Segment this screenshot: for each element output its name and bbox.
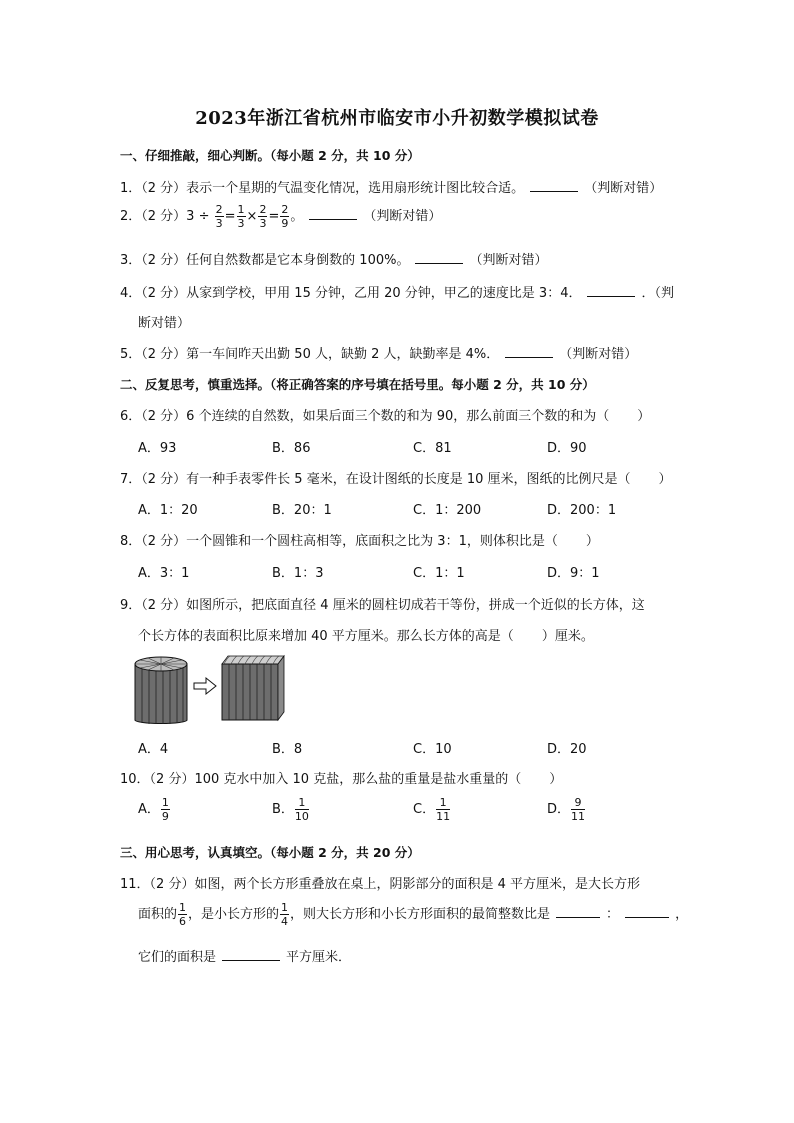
question-3	[120, 249, 548, 268]
section-1-heading: 一、仔细推敲，细心判断。（每小题 2 分，共 10 分）	[120, 148, 420, 163]
option-b[interactable]: B．1：3	[272, 566, 324, 581]
option-label: B．	[272, 802, 294, 817]
cylinder-icon	[135, 657, 187, 724]
question-11-line-3	[138, 946, 351, 965]
question-9-text: 9．（2 分）如图所示，把底面直径 4 厘米的圆柱切成若干等份，拼成一个近似的长方体，这	[120, 598, 645, 613]
cylinder-to-cuboid-figure	[132, 652, 302, 724]
question-4-continuation: 断对错）	[138, 316, 191, 331]
fraction	[237, 204, 246, 229]
question-2	[120, 204, 441, 229]
answer-blank[interactable]	[530, 179, 578, 192]
question-11-text: ，则大长方形和小长方形面积的最简整数比是	[290, 907, 551, 922]
question-11-text: ，是小长方形的	[188, 907, 280, 922]
question-10	[120, 768, 562, 787]
question-2-text: 2．（2 分）3 ÷	[120, 209, 210, 224]
option-d[interactable]: D．200：1	[547, 503, 617, 518]
option-c[interactable]: C．10	[413, 742, 452, 757]
fraction	[161, 797, 170, 822]
page-title: 2023年浙江省杭州市临安市小升初数学模拟试卷	[195, 108, 599, 129]
question-9-continuation	[138, 625, 594, 644]
fraction	[280, 902, 289, 927]
question-4-tail: ．（判	[641, 286, 674, 301]
option-d[interactable]: D．20	[547, 742, 587, 757]
option-d[interactable]: D．9：1	[547, 566, 600, 581]
option-a[interactable]: A．4	[138, 742, 169, 757]
question-11-line-2	[138, 902, 688, 927]
arrow-right-icon	[194, 678, 216, 694]
option-label: A．	[138, 802, 160, 817]
answer-blank[interactable]	[505, 345, 553, 358]
numerator: 9	[571, 797, 585, 810]
section-2-heading: 二、反复思考，慎重选择。（将正确答案的序号填在括号里。每小题 2 分，共 10 分）	[120, 377, 595, 392]
option-label: D．	[547, 802, 571, 817]
question-1	[120, 177, 662, 196]
question-6	[120, 405, 650, 424]
section-3-heading: 三、用心思考，认真填空。（每小题 2 分，共 20 分）	[120, 845, 420, 860]
option-c[interactable]	[413, 797, 451, 822]
answer-blank[interactable]	[587, 284, 635, 297]
option-d[interactable]	[547, 797, 586, 822]
option-b[interactable]	[272, 797, 310, 822]
option-b[interactable]: B．86	[272, 441, 311, 456]
equals-sign: =	[224, 209, 236, 224]
equals-sign: =	[268, 209, 280, 224]
answer-blank[interactable]	[625, 905, 669, 918]
numerator: 1	[161, 796, 169, 809]
denominator: 11	[571, 810, 586, 823]
option-b[interactable]: B．8	[272, 742, 303, 757]
denominator: 10	[294, 810, 309, 823]
fraction	[215, 204, 224, 229]
answer-blank[interactable]	[556, 905, 600, 918]
question-1-text: 1．（2 分）表示一个星期的气温变化情况，选用扇形统计图比较合适。	[120, 181, 525, 196]
option-c[interactable]: C．1：200	[413, 503, 482, 518]
option-a[interactable]	[138, 797, 171, 822]
question-11-text: 面积的	[138, 907, 178, 922]
option-b[interactable]: B．20：1	[272, 503, 332, 518]
question-7	[120, 468, 672, 487]
question-3-tail: （判断对错）	[469, 253, 548, 268]
question-5-tail: （判断对错）	[559, 347, 638, 362]
numerator: 2	[281, 203, 289, 216]
question-11-text: 11．（2 分）如图，两个长方形重叠放在桌上，阴影部分的面积是 4 平方厘米，是大长方形	[120, 877, 640, 892]
question-5	[120, 343, 637, 362]
close-paren: ）	[658, 472, 672, 487]
option-c[interactable]: C．1：1	[413, 566, 465, 581]
question-7-text: 7．（2 分）有一种手表零件长 5 毫米，在设计图纸的长度是 10 厘米，图纸的比例尺是（	[120, 472, 631, 487]
fraction	[436, 797, 450, 822]
times-sign: ×	[246, 209, 258, 224]
question-4-text: 4．（2 分）从家到学校，甲用 15 分钟，乙用 20 分钟，甲乙的速度比是 3：4．	[120, 286, 582, 301]
answer-blank[interactable]	[309, 207, 357, 220]
question-11	[120, 873, 640, 892]
question-11-text: 它们的面积是	[138, 950, 217, 965]
answer-blank[interactable]	[222, 948, 280, 961]
denominator: 6	[179, 915, 187, 928]
close-paren: ）	[585, 534, 599, 549]
denominator: 11	[436, 810, 451, 823]
fraction	[258, 204, 267, 229]
denominator: 3	[237, 217, 245, 230]
close-paren: ）	[549, 772, 563, 787]
colon: ：	[606, 907, 620, 922]
numerator: 1	[436, 797, 450, 810]
numerator: 2	[259, 203, 267, 216]
numerator: 1	[281, 901, 289, 914]
question-1-tail: （判断对错）	[584, 181, 663, 196]
numerator: 1	[179, 901, 187, 914]
numerator: 1	[237, 203, 245, 216]
period: 。	[290, 209, 304, 224]
question-8-text: 8．（2 分）一个圆锥和一个圆柱高相等，底面积之比为 3：1，则体积比是（	[120, 534, 558, 549]
question-4	[120, 282, 674, 301]
question-9	[120, 594, 645, 613]
denominator: 3	[215, 217, 223, 230]
denominator: 3	[259, 217, 267, 230]
question-9-cont-text: 个长方体的表面积比原来增加 40 平方厘米。那么长方体的高是（	[138, 629, 514, 644]
question-3-text: 3．（2 分）任何自然数都是它本身倒数的 100%。	[120, 253, 410, 268]
fraction	[571, 797, 585, 822]
numerator: 2	[215, 203, 223, 216]
question-5-text: 5．（2 分）第一车间昨天出勤 50 人，缺勤 2 人，缺勤率是 4%．	[120, 347, 500, 362]
option-a[interactable]: A．1：20	[138, 503, 198, 518]
denominator: 4	[281, 915, 289, 928]
question-6-text: 6．（2 分）6 个连续的自然数，如果后面三个数的和为 90，那么前面三个数的和为（	[120, 409, 610, 424]
comma: ，	[675, 907, 689, 922]
question-2-tail: （判断对错）	[363, 209, 442, 224]
denominator: 9	[281, 217, 289, 230]
close-paren: ）	[637, 409, 651, 424]
cuboid-icon	[222, 656, 284, 720]
numerator: 1	[295, 797, 309, 810]
fraction	[178, 902, 187, 927]
option-label: C．	[413, 802, 436, 817]
answer-blank[interactable]	[415, 251, 463, 264]
option-d[interactable]: D．90	[547, 441, 587, 456]
question-9-close: ）厘米。	[541, 629, 594, 644]
question-11-text: 平方厘米．	[286, 950, 352, 965]
question-10-text: 10．（2 分）100 克水中加入 10 克盐，那么盐的重量是盐水重量的（	[120, 772, 522, 787]
option-c[interactable]: C．81	[413, 441, 452, 456]
option-a[interactable]: A．93	[138, 441, 177, 456]
question-8	[120, 530, 599, 549]
fraction	[280, 204, 289, 229]
denominator: 9	[161, 810, 169, 823]
fraction	[295, 797, 309, 822]
option-a[interactable]: A．3：1	[138, 566, 190, 581]
